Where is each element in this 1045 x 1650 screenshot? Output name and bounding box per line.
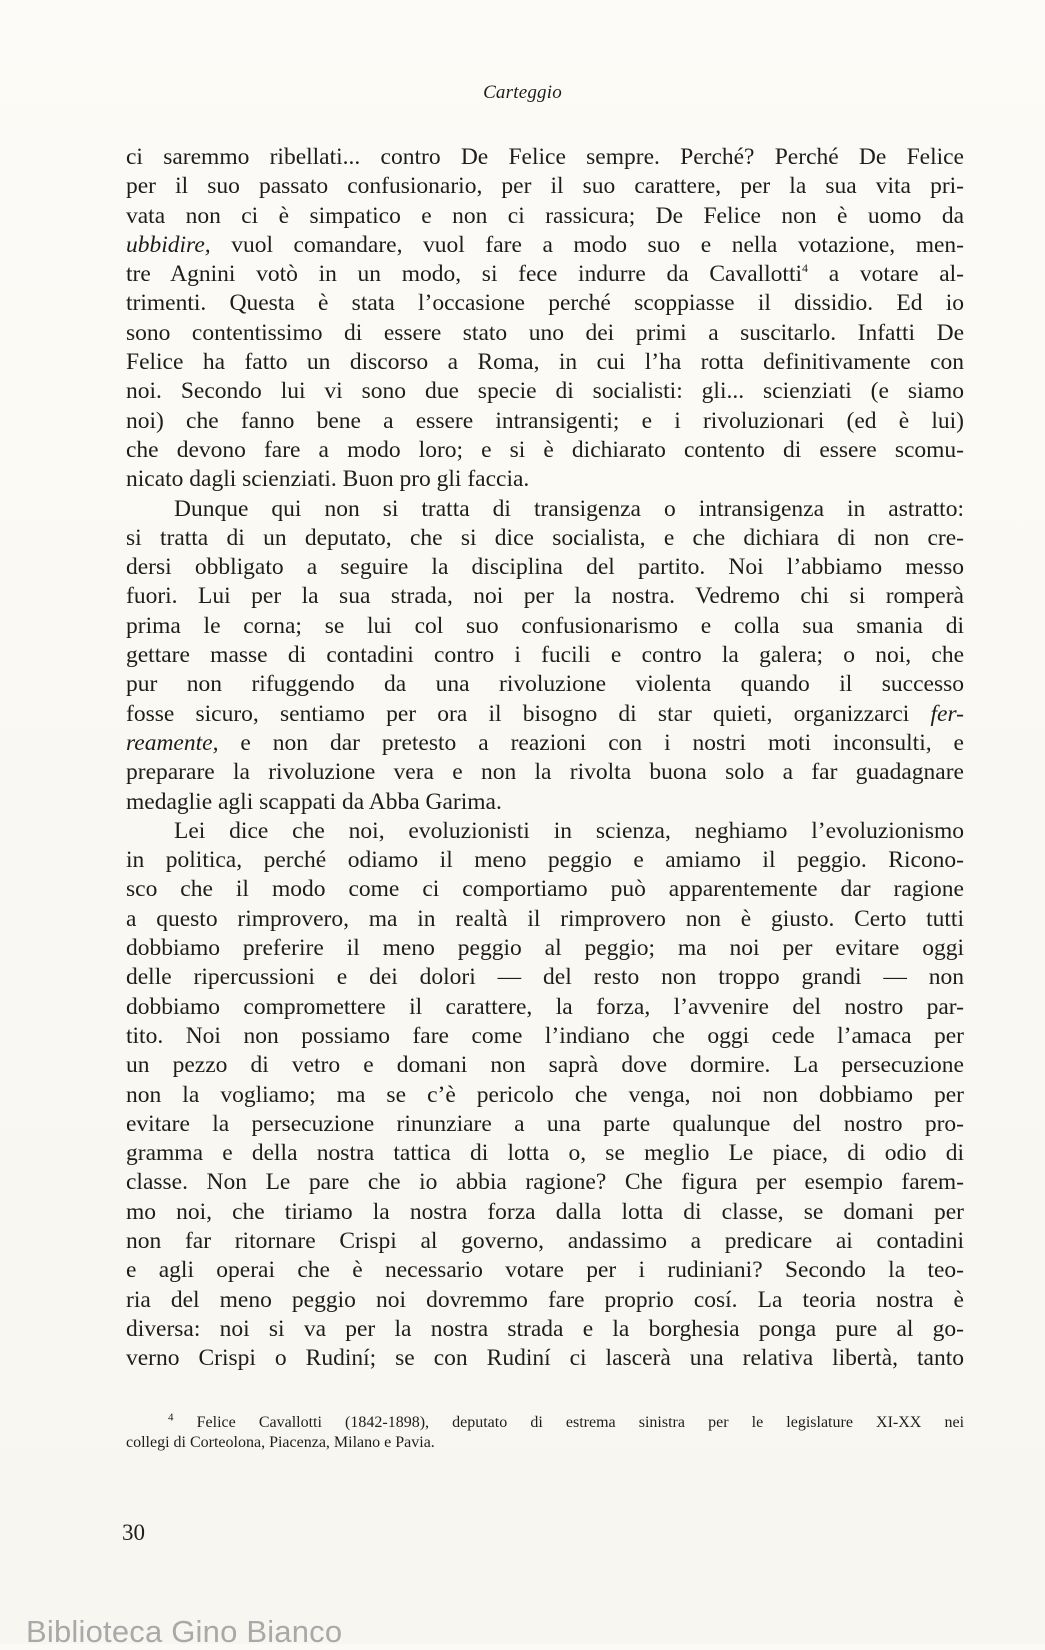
footnote-line	[126, 1413, 964, 1433]
text-line: vata non ci è simpatico e non ci rassicura; De Felice non è uomo da	[126, 202, 964, 229]
text-line: in politica, perché odiamo il meno peggio e amiamo il peggio. Ricono-	[126, 847, 964, 874]
text-line: Dunque qui non si tratta di transigenza o intransigenza in astratto:	[174, 495, 964, 522]
text-line: sono contentissimo di essere stato uno dei primi a suscitarlo. Infatti De	[126, 319, 964, 346]
text-line: non la vogliamo; ma se c’è pericolo che venga, noi non dobbiamo per	[126, 1081, 964, 1108]
page-number: 30	[122, 1520, 145, 1545]
footnote	[126, 1413, 964, 1453]
text-line: gettare masse di contadini contro i fucili e contro la galera; o noi, che	[126, 642, 964, 669]
footnote-reference: 4	[802, 261, 809, 276]
text-line: medaglie agli scappati da Abba Garima.	[126, 788, 502, 815]
running-header: Carteggio	[483, 82, 562, 103]
text-line: trimenti. Questa è stata l’occasione perché scoppiasse il dissidio. Ed io	[126, 290, 964, 317]
text-line	[126, 729, 964, 758]
text-line: pur non rifuggendo da una rivoluzione violenta quando il successo	[126, 671, 964, 698]
italic-word: fer-	[930, 700, 964, 727]
text-span: fosse sicuro, sentiamo per ora il bisogno di star quieti, organizzarci	[126, 700, 931, 727]
text-line: si tratta di un deputato, che si dice socialista, e che dichiara di non cre-	[126, 524, 964, 551]
text-line: diversa: noi si va per la nostra strada e la borghesia ponga pure al go-	[126, 1315, 964, 1342]
text-line: dobbiamo compromettere il carattere, la forza, l’avvenire del nostro par-	[126, 993, 964, 1020]
text-line: a questo rimprovero, ma in realtà il rimprovero non è giusto. Certo tutti	[126, 905, 964, 932]
text-line: dersi obbligato a seguire la disciplina del partito. Noi l’abbiamo messo	[126, 554, 964, 581]
italic-word: reamente,	[126, 729, 219, 756]
text-line: noi. Secondo lui vi sono due specie di socialisti: gli... scienziati (e siamo	[126, 378, 964, 405]
text-line	[126, 700, 964, 729]
text-line: ci saremmo ribellati... contro De Felice sempre. Perché? Perché De Felice	[126, 144, 964, 170]
body-text	[126, 143, 964, 1373]
text-line: verno Crispi o Rudiní; se con Rudiní ci lascerà una relativa libertà, tanto	[126, 1345, 964, 1372]
text-line	[126, 260, 964, 289]
text-span: vuol comandare, vuol fare a modo suo e nella votazione, men-	[210, 231, 964, 258]
text-line: noi) che fanno bene a essere intransigenti; e i rivoluzionari (ed è lui)	[126, 407, 964, 434]
text-line: classe. Non Le pare che io abbia ragione? Che figura per esempio farem-	[126, 1169, 964, 1196]
text-line: mo noi, che tiriamo la nostra forza dalla lotta di classe, se domani per	[126, 1198, 964, 1225]
footnote-text: Felice Cavallotti (1842-1898), deputato di estrema sinistra per le legislature XI-XX nei	[196, 1414, 965, 1431]
text-line: Lei dice che noi, evoluzionisti in scienza, neghiamo l’evoluzionismo	[174, 817, 964, 844]
text-line: Felice ha fatto un discorso a Roma, in cui l’ha rotta definitivamente con	[126, 349, 964, 376]
text-line: non far ritornare Crispi al governo, andassimo a predicare ai contadini	[126, 1227, 964, 1254]
text-line	[126, 231, 964, 260]
text-span: tre Agnini votò in un modo, si fece indurre da Cavallotti	[126, 261, 803, 288]
library-watermark: Biblioteca Gino Bianco	[26, 1614, 343, 1649]
text-line: nicato dagli scienziati. Buon pro gli faccia.	[126, 466, 530, 493]
text-line: che devono fare a modo loro; e si è dichiarato contento di essere scomu-	[126, 436, 964, 463]
footnote-number: 4	[168, 1411, 174, 1424]
text-line: evitare la persecuzione rinunziare a una parte qualunque del nostro pro-	[126, 1110, 964, 1137]
text-line: dobbiamo preferire il meno peggio al peggio; ma noi per evitare oggi	[126, 935, 964, 962]
text-span: a votare al-	[808, 261, 964, 288]
italic-word: ubbidire,	[126, 231, 211, 258]
text-line: preparare la rivoluzione vera e non la rivolta buona solo a far guadagnare	[126, 759, 964, 786]
text-line: un pezzo di vetro e domani non saprà dove dormire. La persecuzione	[126, 1052, 964, 1079]
text-line: gramma e della nostra tattica di lotta o, se meglio Le piace, di odio di	[126, 1140, 964, 1167]
text-line: tito. Noi non possiamo fare come l’indiano che oggi cede l’amaca per	[126, 1022, 964, 1049]
text-span: e non dar pretesto a reazioni con i nostri moti inconsulti, e	[218, 729, 964, 756]
footnote-line: collegi di Corteolona, Piacenza, Milano e Pavia.	[126, 1434, 435, 1451]
text-line: delle ripercussioni e dei dolori — del resto non troppo grandi — non	[126, 964, 964, 991]
text-line: ria del meno peggio noi dovremmo fare proprio cosí. La teoria nostra è	[126, 1286, 964, 1313]
text-line: fuori. Lui per la sua strada, noi per la nostra. Vedremo chi si romperà	[126, 583, 964, 610]
text-line: sco che il modo come ci comportiamo può apparentemente dar ragione	[126, 876, 964, 903]
text-line: prima le corna; se lui col suo confusionarismo e colla sua smania di	[126, 612, 964, 639]
text-line: per il suo passato confusionario, per il suo carattere, per la sua vita pri-	[126, 173, 964, 200]
text-line: e agli operai che è necessario votare per i rudiniani? Secondo la teo-	[126, 1257, 964, 1284]
